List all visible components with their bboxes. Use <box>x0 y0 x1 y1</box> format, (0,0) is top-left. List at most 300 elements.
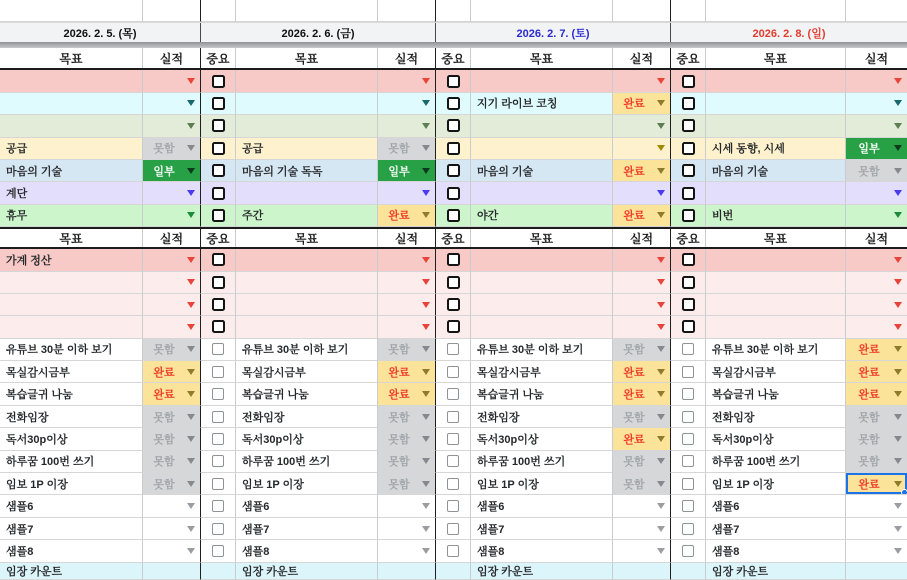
important-checkbox[interactable] <box>682 411 694 423</box>
goal-cell[interactable] <box>470 160 612 182</box>
result-dropdown[interactable] <box>142 473 200 495</box>
result-dropdown[interactable] <box>845 115 907 137</box>
goal-cell[interactable] <box>470 563 612 580</box>
result-dropdown[interactable] <box>377 406 435 428</box>
important-cell[interactable] <box>200 294 235 316</box>
goal-cell[interactable] <box>470 361 612 383</box>
result-dropdown[interactable] <box>142 361 200 383</box>
result-dropdown[interactable] <box>377 540 435 562</box>
important-cell[interactable] <box>670 294 705 316</box>
important-cell[interactable] <box>435 160 470 182</box>
important-cell[interactable] <box>435 182 470 204</box>
important-checkbox[interactable] <box>212 97 225 110</box>
result-dropdown[interactable] <box>377 383 435 405</box>
goal-cell[interactable] <box>0 294 142 316</box>
result-dropdown[interactable] <box>377 451 435 473</box>
result-dropdown[interactable] <box>612 518 670 540</box>
result-dropdown[interactable] <box>142 249 200 271</box>
goal-cell[interactable] <box>0 563 142 580</box>
goal-cell[interactable] <box>470 495 612 517</box>
important-checkbox[interactable] <box>682 142 695 155</box>
important-cell[interactable] <box>670 160 705 182</box>
result-dropdown[interactable] <box>377 115 435 137</box>
goal-cell[interactable] <box>705 473 845 495</box>
result-dropdown[interactable] <box>142 182 200 204</box>
important-cell[interactable] <box>435 70 470 92</box>
goal-cell[interactable] <box>0 272 142 294</box>
important-checkbox[interactable] <box>682 320 695 333</box>
goal-cell[interactable] <box>0 182 142 204</box>
goal-cell[interactable] <box>235 518 377 540</box>
goal-cell[interactable] <box>705 451 845 473</box>
goal-cell[interactable] <box>705 138 845 160</box>
important-checkbox[interactable] <box>212 500 224 512</box>
goal-cell[interactable] <box>235 339 377 361</box>
result-dropdown[interactable] <box>612 138 670 160</box>
result-dropdown[interactable] <box>612 249 670 271</box>
important-cell[interactable] <box>670 316 705 338</box>
important-checkbox[interactable] <box>682 523 694 535</box>
goal-cell[interactable] <box>235 115 377 137</box>
important-cell[interactable] <box>670 518 705 540</box>
important-checkbox[interactable] <box>212 523 224 535</box>
date-header[interactable] <box>670 23 907 42</box>
important-checkbox[interactable] <box>682 187 695 200</box>
goal-cell[interactable] <box>235 160 377 182</box>
important-cell[interactable] <box>200 249 235 271</box>
important-cell[interactable] <box>200 361 235 383</box>
goal-cell[interactable] <box>0 406 142 428</box>
goal-cell[interactable] <box>235 70 377 92</box>
important-cell[interactable] <box>200 451 235 473</box>
important-checkbox[interactable] <box>447 343 459 355</box>
result-dropdown[interactable] <box>612 383 670 405</box>
date-header[interactable] <box>0 23 200 42</box>
goal-cell[interactable] <box>0 70 142 92</box>
goal-cell[interactable] <box>235 182 377 204</box>
result-dropdown[interactable] <box>612 115 670 137</box>
important-cell[interactable] <box>670 70 705 92</box>
important-checkbox[interactable] <box>447 276 460 289</box>
result-dropdown[interactable] <box>845 272 907 294</box>
result-dropdown[interactable] <box>377 428 435 450</box>
important-checkbox[interactable] <box>212 209 225 222</box>
important-cell[interactable] <box>200 115 235 137</box>
result-dropdown[interactable] <box>612 272 670 294</box>
goal-cell[interactable] <box>470 205 612 227</box>
goal-cell[interactable] <box>235 563 377 580</box>
result-dropdown[interactable] <box>612 451 670 473</box>
important-cell[interactable] <box>435 138 470 160</box>
result-dropdown[interactable] <box>612 70 670 92</box>
important-checkbox[interactable] <box>682 97 695 110</box>
goal-cell[interactable] <box>470 540 612 562</box>
important-cell[interactable] <box>435 518 470 540</box>
date-header[interactable] <box>435 23 670 42</box>
important-checkbox[interactable] <box>447 388 459 400</box>
important-checkbox[interactable] <box>682 433 694 445</box>
goal-cell[interactable] <box>0 540 142 562</box>
goal-cell[interactable] <box>0 93 142 115</box>
goal-cell[interactable] <box>470 383 612 405</box>
result-dropdown[interactable] <box>845 473 907 495</box>
result-dropdown[interactable] <box>142 115 200 137</box>
important-cell[interactable] <box>200 563 235 580</box>
important-cell[interactable] <box>670 540 705 562</box>
result-dropdown[interactable] <box>142 294 200 316</box>
important-checkbox[interactable] <box>212 455 224 467</box>
result-cell[interactable] <box>377 563 435 580</box>
important-checkbox[interactable] <box>447 523 459 535</box>
result-dropdown[interactable] <box>845 540 907 562</box>
result-dropdown[interactable] <box>845 294 907 316</box>
important-cell[interactable] <box>435 316 470 338</box>
goal-cell[interactable] <box>235 205 377 227</box>
important-checkbox[interactable] <box>682 478 694 490</box>
goal-cell[interactable] <box>235 316 377 338</box>
important-checkbox[interactable] <box>682 276 695 289</box>
goal-cell[interactable] <box>0 205 142 227</box>
important-checkbox[interactable] <box>682 388 694 400</box>
important-cell[interactable] <box>200 540 235 562</box>
important-checkbox[interactable] <box>212 411 224 423</box>
important-cell[interactable] <box>670 272 705 294</box>
important-checkbox[interactable] <box>447 75 460 88</box>
important-cell[interactable] <box>200 406 235 428</box>
goal-cell[interactable] <box>705 518 845 540</box>
important-checkbox[interactable] <box>212 298 225 311</box>
important-cell[interactable] <box>200 473 235 495</box>
important-checkbox[interactable] <box>212 164 225 177</box>
goal-cell[interactable] <box>470 70 612 92</box>
important-checkbox[interactable] <box>212 75 225 88</box>
important-cell[interactable] <box>200 182 235 204</box>
important-checkbox[interactable] <box>682 298 695 311</box>
important-cell[interactable] <box>435 383 470 405</box>
important-cell[interactable] <box>435 540 470 562</box>
important-cell[interactable] <box>435 249 470 271</box>
important-checkbox[interactable] <box>447 164 460 177</box>
goal-cell[interactable] <box>0 249 142 271</box>
important-cell[interactable] <box>200 383 235 405</box>
goal-cell[interactable] <box>0 115 142 137</box>
important-checkbox[interactable] <box>447 433 459 445</box>
important-cell[interactable] <box>670 205 705 227</box>
important-cell[interactable] <box>200 70 235 92</box>
result-dropdown[interactable] <box>845 249 907 271</box>
important-cell[interactable] <box>435 294 470 316</box>
important-cell[interactable] <box>670 406 705 428</box>
result-dropdown[interactable] <box>612 182 670 204</box>
goal-cell[interactable] <box>705 428 845 450</box>
important-checkbox[interactable] <box>682 75 695 88</box>
goal-cell[interactable] <box>235 495 377 517</box>
important-checkbox[interactable] <box>447 209 460 222</box>
goal-cell[interactable] <box>470 518 612 540</box>
result-dropdown[interactable] <box>377 70 435 92</box>
result-dropdown[interactable] <box>612 495 670 517</box>
goal-cell[interactable] <box>470 272 612 294</box>
result-dropdown[interactable] <box>377 518 435 540</box>
result-dropdown[interactable] <box>142 316 200 338</box>
important-checkbox[interactable] <box>212 478 224 490</box>
result-dropdown[interactable] <box>845 406 907 428</box>
important-checkbox[interactable] <box>447 187 460 200</box>
goal-cell[interactable] <box>235 249 377 271</box>
result-dropdown[interactable] <box>612 160 670 182</box>
result-cell[interactable] <box>612 563 670 580</box>
result-dropdown[interactable] <box>377 294 435 316</box>
important-cell[interactable] <box>200 428 235 450</box>
goal-cell[interactable] <box>235 138 377 160</box>
result-dropdown[interactable] <box>612 428 670 450</box>
result-dropdown[interactable] <box>377 93 435 115</box>
goal-cell[interactable] <box>705 361 845 383</box>
goal-cell[interactable] <box>705 495 845 517</box>
important-cell[interactable] <box>435 428 470 450</box>
important-cell[interactable] <box>435 115 470 137</box>
result-dropdown[interactable] <box>845 495 907 517</box>
result-dropdown[interactable] <box>377 495 435 517</box>
important-cell[interactable] <box>200 160 235 182</box>
result-dropdown[interactable] <box>845 160 907 182</box>
important-checkbox[interactable] <box>447 142 460 155</box>
important-checkbox[interactable] <box>447 97 460 110</box>
important-cell[interactable] <box>670 361 705 383</box>
goal-cell[interactable] <box>705 406 845 428</box>
result-dropdown[interactable] <box>377 473 435 495</box>
important-checkbox[interactable] <box>447 455 459 467</box>
important-checkbox[interactable] <box>212 366 224 378</box>
result-dropdown[interactable] <box>142 205 200 227</box>
goal-cell[interactable] <box>705 540 845 562</box>
important-checkbox[interactable] <box>682 164 695 177</box>
goal-cell[interactable] <box>0 495 142 517</box>
result-dropdown[interactable] <box>142 383 200 405</box>
important-checkbox[interactable] <box>682 455 694 467</box>
important-checkbox[interactable] <box>212 187 225 200</box>
goal-cell[interactable] <box>470 115 612 137</box>
result-dropdown[interactable] <box>142 495 200 517</box>
result-dropdown[interactable] <box>142 540 200 562</box>
result-cell[interactable] <box>142 563 200 580</box>
result-dropdown[interactable] <box>377 249 435 271</box>
goal-cell[interactable] <box>470 451 612 473</box>
result-dropdown[interactable] <box>845 428 907 450</box>
important-cell[interactable] <box>670 428 705 450</box>
important-cell[interactable] <box>435 272 470 294</box>
result-dropdown[interactable] <box>377 339 435 361</box>
result-dropdown[interactable] <box>612 473 670 495</box>
important-cell[interactable] <box>670 93 705 115</box>
goal-cell[interactable] <box>470 249 612 271</box>
important-cell[interactable] <box>200 205 235 227</box>
result-dropdown[interactable] <box>612 93 670 115</box>
goal-cell[interactable] <box>470 406 612 428</box>
goal-cell[interactable] <box>235 473 377 495</box>
goal-cell[interactable] <box>0 518 142 540</box>
result-dropdown[interactable] <box>845 138 907 160</box>
goal-cell[interactable] <box>0 451 142 473</box>
important-checkbox[interactable] <box>212 142 225 155</box>
important-checkbox[interactable] <box>682 343 694 355</box>
result-dropdown[interactable] <box>612 540 670 562</box>
goal-cell[interactable] <box>235 428 377 450</box>
important-cell[interactable] <box>200 272 235 294</box>
goal-cell[interactable] <box>705 182 845 204</box>
important-checkbox[interactable] <box>682 119 695 132</box>
goal-cell[interactable] <box>235 451 377 473</box>
result-dropdown[interactable] <box>845 93 907 115</box>
result-dropdown[interactable] <box>845 182 907 204</box>
important-cell[interactable] <box>670 495 705 517</box>
important-checkbox[interactable] <box>682 366 694 378</box>
result-dropdown[interactable] <box>377 182 435 204</box>
result-dropdown[interactable] <box>377 316 435 338</box>
important-cell[interactable] <box>200 93 235 115</box>
result-dropdown[interactable] <box>612 316 670 338</box>
important-cell[interactable] <box>435 361 470 383</box>
important-checkbox[interactable] <box>447 411 459 423</box>
result-dropdown[interactable] <box>612 294 670 316</box>
result-dropdown[interactable] <box>142 406 200 428</box>
goal-cell[interactable] <box>235 294 377 316</box>
important-checkbox[interactable] <box>682 500 694 512</box>
goal-cell[interactable] <box>705 160 845 182</box>
result-dropdown[interactable] <box>845 361 907 383</box>
important-cell[interactable] <box>200 518 235 540</box>
goal-cell[interactable] <box>0 383 142 405</box>
result-dropdown[interactable] <box>845 205 907 227</box>
important-cell[interactable] <box>200 339 235 361</box>
goal-cell[interactable] <box>705 563 845 580</box>
result-dropdown[interactable] <box>845 70 907 92</box>
important-cell[interactable] <box>435 93 470 115</box>
important-checkbox[interactable] <box>682 253 695 266</box>
result-dropdown[interactable] <box>377 272 435 294</box>
important-cell[interactable] <box>435 205 470 227</box>
important-cell[interactable] <box>670 451 705 473</box>
important-cell[interactable] <box>670 473 705 495</box>
goal-cell[interactable] <box>470 316 612 338</box>
important-cell[interactable] <box>670 383 705 405</box>
result-dropdown[interactable] <box>142 272 200 294</box>
result-dropdown[interactable] <box>845 383 907 405</box>
result-dropdown[interactable] <box>845 339 907 361</box>
result-dropdown[interactable] <box>142 160 200 182</box>
result-dropdown[interactable] <box>142 451 200 473</box>
goal-cell[interactable] <box>235 93 377 115</box>
important-checkbox[interactable] <box>447 119 460 132</box>
result-dropdown[interactable] <box>612 205 670 227</box>
goal-cell[interactable] <box>470 473 612 495</box>
important-cell[interactable] <box>435 473 470 495</box>
important-cell[interactable] <box>670 563 705 580</box>
result-dropdown[interactable] <box>377 205 435 227</box>
important-cell[interactable] <box>435 563 470 580</box>
important-checkbox[interactable] <box>447 253 460 266</box>
important-checkbox[interactable] <box>212 119 225 132</box>
important-cell[interactable] <box>200 495 235 517</box>
result-dropdown[interactable] <box>377 160 435 182</box>
result-dropdown[interactable] <box>142 518 200 540</box>
result-dropdown[interactable] <box>377 361 435 383</box>
goal-cell[interactable] <box>705 383 845 405</box>
goal-cell[interactable] <box>470 182 612 204</box>
result-dropdown[interactable] <box>612 361 670 383</box>
important-checkbox[interactable] <box>447 478 459 490</box>
important-checkbox[interactable] <box>212 343 224 355</box>
goal-cell[interactable] <box>705 316 845 338</box>
date-header[interactable] <box>200 23 435 42</box>
important-cell[interactable] <box>670 138 705 160</box>
important-cell[interactable] <box>670 115 705 137</box>
result-cell[interactable] <box>845 563 907 580</box>
goal-cell[interactable] <box>705 249 845 271</box>
goal-cell[interactable] <box>705 70 845 92</box>
result-dropdown[interactable] <box>142 428 200 450</box>
goal-cell[interactable] <box>0 361 142 383</box>
goal-cell[interactable] <box>0 428 142 450</box>
important-cell[interactable] <box>200 316 235 338</box>
result-dropdown[interactable] <box>377 138 435 160</box>
important-checkbox[interactable] <box>447 320 460 333</box>
goal-cell[interactable] <box>0 316 142 338</box>
result-dropdown[interactable] <box>612 339 670 361</box>
important-checkbox[interactable] <box>682 209 695 222</box>
goal-cell[interactable] <box>235 540 377 562</box>
result-dropdown[interactable] <box>845 451 907 473</box>
goal-cell[interactable] <box>235 361 377 383</box>
important-checkbox[interactable] <box>212 253 225 266</box>
important-cell[interactable] <box>435 406 470 428</box>
goal-cell[interactable] <box>470 294 612 316</box>
important-cell[interactable] <box>670 182 705 204</box>
important-checkbox[interactable] <box>447 500 459 512</box>
goal-cell[interactable] <box>470 428 612 450</box>
goal-cell[interactable] <box>235 272 377 294</box>
important-checkbox[interactable] <box>212 433 224 445</box>
result-dropdown[interactable] <box>142 93 200 115</box>
goal-cell[interactable] <box>0 473 142 495</box>
important-cell[interactable] <box>670 249 705 271</box>
important-checkbox[interactable] <box>447 366 459 378</box>
goal-cell[interactable] <box>235 406 377 428</box>
goal-cell[interactable] <box>705 115 845 137</box>
goal-cell[interactable] <box>705 272 845 294</box>
important-checkbox[interactable] <box>212 320 225 333</box>
result-dropdown[interactable] <box>142 138 200 160</box>
result-dropdown[interactable] <box>845 316 907 338</box>
important-checkbox[interactable] <box>447 298 460 311</box>
goal-cell[interactable] <box>705 205 845 227</box>
goal-cell[interactable] <box>705 339 845 361</box>
important-cell[interactable] <box>435 339 470 361</box>
goal-cell[interactable] <box>0 138 142 160</box>
goal-cell[interactable] <box>470 93 612 115</box>
result-dropdown[interactable] <box>845 518 907 540</box>
important-cell[interactable] <box>200 138 235 160</box>
goal-cell[interactable] <box>0 160 142 182</box>
result-dropdown[interactable] <box>142 70 200 92</box>
result-dropdown[interactable] <box>142 339 200 361</box>
goal-cell[interactable] <box>470 138 612 160</box>
important-checkbox[interactable] <box>212 388 224 400</box>
important-cell[interactable] <box>435 451 470 473</box>
important-cell[interactable] <box>435 495 470 517</box>
goal-cell[interactable] <box>0 339 142 361</box>
important-checkbox[interactable] <box>212 276 225 289</box>
